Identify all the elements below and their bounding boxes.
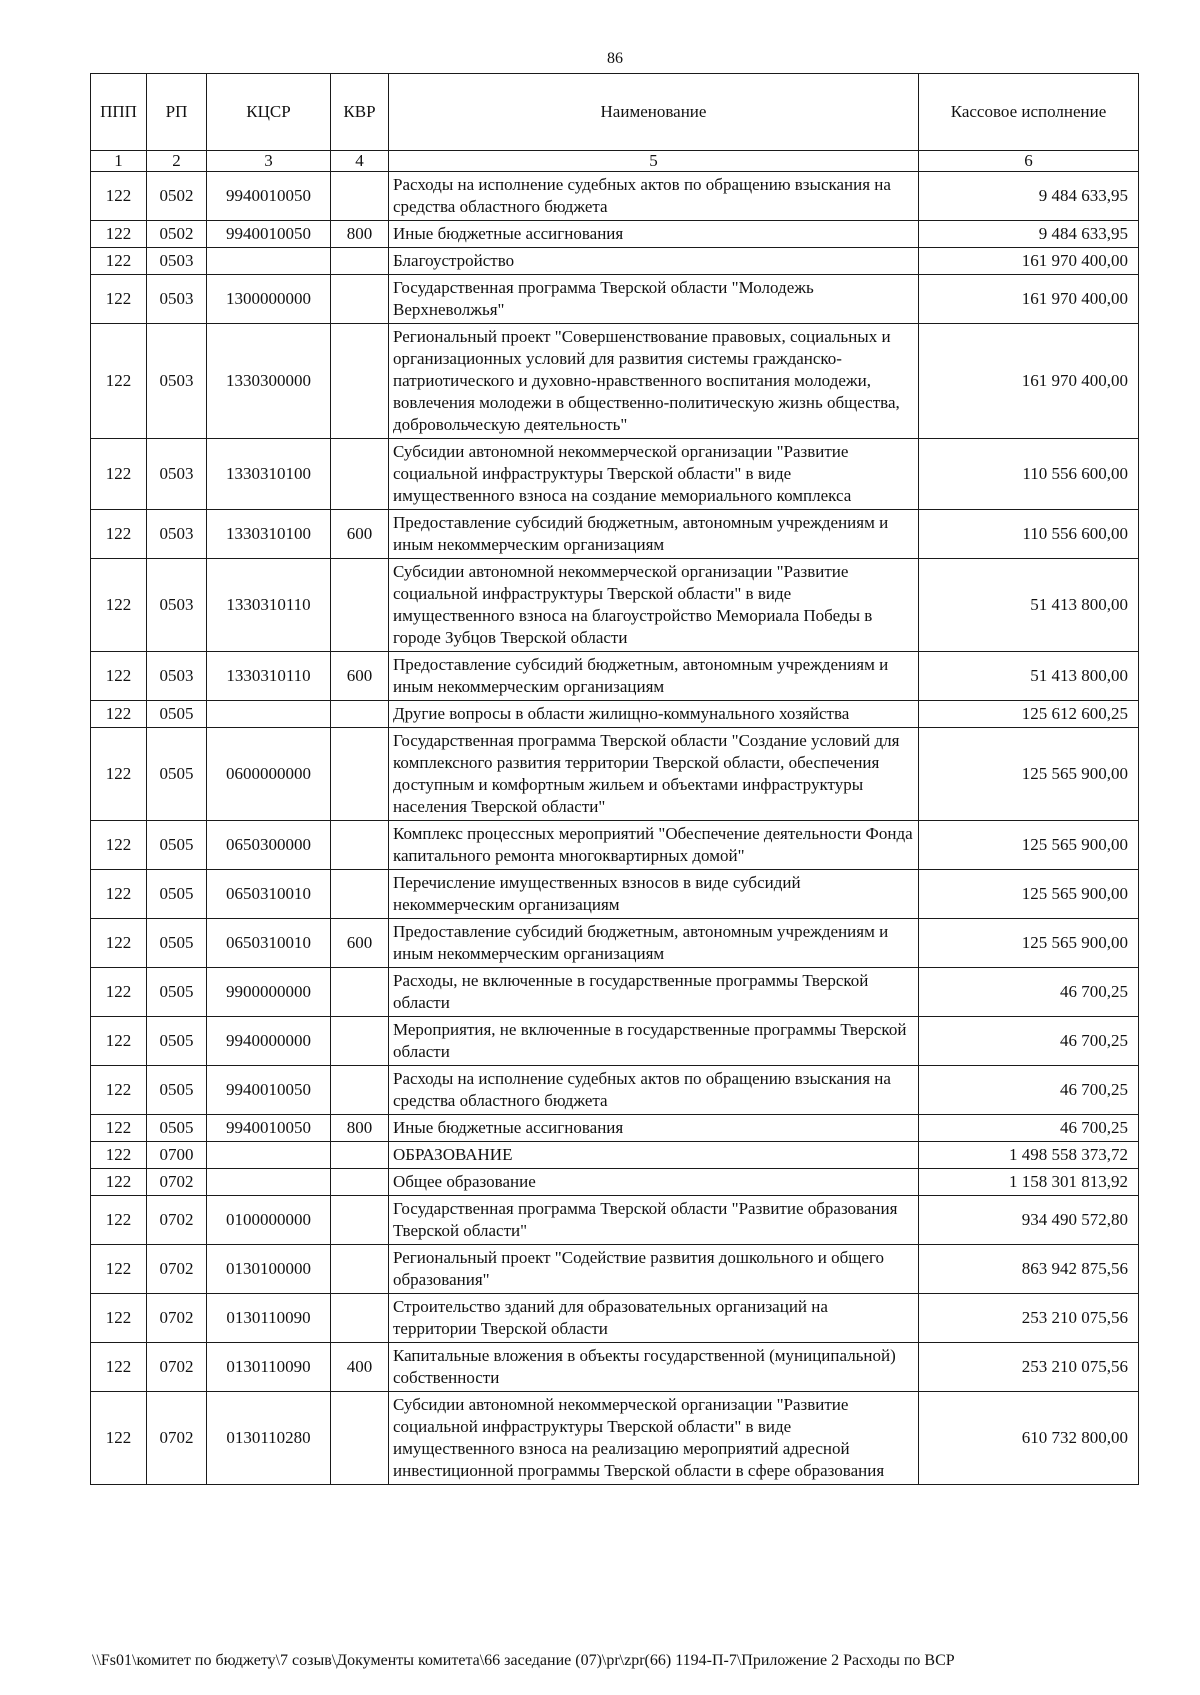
cell-kcsr: 1330310100 (207, 439, 331, 510)
cell-rp: 0702 (147, 1169, 207, 1196)
cell-name: Субсидии автономной некоммерческой организации "Развитие социальной инфраструктуры Тверской области" в виде имущественного взноса на создание мемориального комплекса (389, 439, 919, 510)
table-row (91, 248, 1139, 275)
cell-kvr (331, 275, 389, 324)
cell-amount: 161 970 400,00 (919, 275, 1139, 324)
cell-name: Расходы на исполнение судебных актов по обращению взыскания на средства областного бюджета (389, 172, 919, 221)
cell-rp: 0503 (147, 510, 207, 559)
cell-ppp: 122 (91, 1169, 147, 1196)
table-row (91, 439, 1139, 510)
cell-ppp: 122 (91, 1196, 147, 1245)
table-row (91, 510, 1139, 559)
cell-name: Общее образование (389, 1169, 919, 1196)
cell-kcsr: 9940010050 (207, 1115, 331, 1142)
cell-kvr (331, 821, 389, 870)
table-row (91, 1142, 1139, 1169)
cell-amount: 125 565 900,00 (919, 870, 1139, 919)
cell-kcsr: 0130110280 (207, 1392, 331, 1485)
cell-amount: 125 565 900,00 (919, 919, 1139, 968)
header-kcsr: КЦСР (207, 74, 331, 151)
cell-rp: 0505 (147, 870, 207, 919)
cell-name: Перечисление имущественных взносов в виде субсидий некоммерческим организациям (389, 870, 919, 919)
cell-ppp: 122 (91, 1294, 147, 1343)
cell-amount: 9 484 633,95 (919, 172, 1139, 221)
cell-rp: 0503 (147, 275, 207, 324)
cell-name: Капитальные вложения в объекты государственной (муниципальной) собственности (389, 1343, 919, 1392)
cell-kvr: 800 (331, 1115, 389, 1142)
cell-ppp: 122 (91, 1343, 147, 1392)
cell-name: Государственная программа Тверской области "Создание условий для комплексного развития территории Тверской области, обеспечения доступным и комфортным жильем и объектами инфраструктуры населения Тверской области" (389, 728, 919, 821)
cell-amount: 51 413 800,00 (919, 559, 1139, 652)
cell-kcsr: 9940010050 (207, 1066, 331, 1115)
cell-name: Предоставление субсидий бюджетным, автономным учреждениям и иным некоммерческим организациям (389, 919, 919, 968)
table-row (91, 1017, 1139, 1066)
table-row (91, 221, 1139, 248)
cell-amount: 253 210 075,56 (919, 1294, 1139, 1343)
cell-kvr: 400 (331, 1343, 389, 1392)
cell-amount: 1 498 558 373,72 (919, 1142, 1139, 1169)
cell-amount: 863 942 875,56 (919, 1245, 1139, 1294)
table-row (91, 919, 1139, 968)
cell-ppp: 122 (91, 968, 147, 1017)
cell-kcsr: 1330310100 (207, 510, 331, 559)
cell-ppp: 122 (91, 172, 147, 221)
cell-ppp: 122 (91, 701, 147, 728)
page-number: 86 (607, 50, 623, 67)
cell-ppp: 122 (91, 870, 147, 919)
cell-rp: 0505 (147, 821, 207, 870)
cell-name: Предоставление субсидий бюджетным, автономным учреждениям и иным некоммерческим организациям (389, 652, 919, 701)
cell-name: Комплекс процессных мероприятий "Обеспечение деятельности Фонда капитального ремонта многоквартирных домой" (389, 821, 919, 870)
table-row (91, 324, 1139, 439)
cell-kcsr: 1330310110 (207, 652, 331, 701)
cell-kcsr: 0650310010 (207, 919, 331, 968)
cell-kvr (331, 1017, 389, 1066)
table-row (91, 728, 1139, 821)
cell-name: Предоставление субсидий бюджетным, автономным учреждениям и иным некоммерческим организациям (389, 510, 919, 559)
table-row (91, 1392, 1139, 1485)
cell-ppp: 122 (91, 248, 147, 275)
cell-ppp: 122 (91, 1392, 147, 1485)
cell-kvr (331, 1294, 389, 1343)
cell-rp: 0702 (147, 1245, 207, 1294)
table-row (91, 701, 1139, 728)
cell-kvr (331, 701, 389, 728)
cell-amount: 46 700,25 (919, 1017, 1139, 1066)
cell-ppp: 122 (91, 510, 147, 559)
cell-amount: 125 565 900,00 (919, 728, 1139, 821)
cell-kcsr: 9940010050 (207, 221, 331, 248)
cell-name: Региональный проект "Совершенствование правовых, социальных и организационных условий для развития системы гражданско-патриотического и духовно-нравственного воспитания молодежи, вовлечения молодежи в общественно-политическую жизнь общества, добровольческую деятельность" (389, 324, 919, 439)
cell-name: Благоустройство (389, 248, 919, 275)
cell-kvr (331, 324, 389, 439)
cell-name: Строительство зданий для образовательных организаций на территории Тверской области (389, 1294, 919, 1343)
cell-kcsr: 9940000000 (207, 1017, 331, 1066)
cell-amount: 934 490 572,80 (919, 1196, 1139, 1245)
header-kvr: КВР (331, 74, 389, 151)
cell-rp: 0505 (147, 968, 207, 1017)
cell-amount: 125 565 900,00 (919, 821, 1139, 870)
cell-amount: 610 732 800,00 (919, 1392, 1139, 1485)
cell-rp: 0502 (147, 172, 207, 221)
cell-kcsr (207, 248, 331, 275)
column-number: 4 (331, 151, 389, 172)
cell-kcsr (207, 1169, 331, 1196)
cell-kcsr: 0650310010 (207, 870, 331, 919)
cell-name: Расходы, не включенные в государственные программы Тверской области (389, 968, 919, 1017)
cell-kvr (331, 1142, 389, 1169)
cell-name: Государственная программа Тверской области "Молодежь Верхневолжья" (389, 275, 919, 324)
cell-rp: 0702 (147, 1392, 207, 1485)
table-row (91, 821, 1139, 870)
cell-ppp: 122 (91, 728, 147, 821)
cell-kcsr: 9900000000 (207, 968, 331, 1017)
cell-rp: 0505 (147, 728, 207, 821)
cell-kvr (331, 968, 389, 1017)
cell-ppp: 122 (91, 652, 147, 701)
cell-kvr (331, 559, 389, 652)
column-number-row (91, 151, 1139, 172)
table-row (91, 652, 1139, 701)
cell-amount: 46 700,25 (919, 1115, 1139, 1142)
cell-rp: 0505 (147, 1017, 207, 1066)
cell-rp: 0702 (147, 1343, 207, 1392)
cell-rp: 0505 (147, 919, 207, 968)
cell-rp: 0503 (147, 324, 207, 439)
cell-name: Расходы на исполнение судебных актов по обращению взыскания на средства областного бюджета (389, 1066, 919, 1115)
cell-kvr (331, 1169, 389, 1196)
cell-kcsr: 0600000000 (207, 728, 331, 821)
table-row (91, 968, 1139, 1017)
cell-name: ОБРАЗОВАНИЕ (389, 1142, 919, 1169)
cell-kvr (331, 172, 389, 221)
column-number: 6 (919, 151, 1139, 172)
cell-amount: 125 612 600,25 (919, 701, 1139, 728)
cell-ppp: 122 (91, 1142, 147, 1169)
cell-kcsr (207, 1142, 331, 1169)
cell-amount: 46 700,25 (919, 968, 1139, 1017)
cell-name: Региональный проект "Содействие развития дошкольного и общего образования" (389, 1245, 919, 1294)
cell-ppp: 122 (91, 1245, 147, 1294)
cell-ppp: 122 (91, 1066, 147, 1115)
cell-rp: 0700 (147, 1142, 207, 1169)
cell-amount: 46 700,25 (919, 1066, 1139, 1115)
cell-rp: 0503 (147, 652, 207, 701)
footer-file-path: \\Fs01\комитет по бюджету\7 созыв\Документы комитета\66 заседание (07)\pr\zpr(66) 1194-П-7\Приложение 2 Расходы по ВСР (92, 1652, 955, 1669)
table-row (91, 1245, 1139, 1294)
cell-rp: 0503 (147, 439, 207, 510)
cell-kvr (331, 1245, 389, 1294)
header-row (91, 74, 1139, 151)
cell-kvr: 600 (331, 652, 389, 701)
cell-kvr (331, 728, 389, 821)
cell-name: Иные бюджетные ассигнования (389, 221, 919, 248)
cell-rp: 0503 (147, 248, 207, 275)
cell-rp: 0702 (147, 1294, 207, 1343)
cell-ppp: 122 (91, 559, 147, 652)
cell-kcsr: 1330300000 (207, 324, 331, 439)
cell-amount: 51 413 800,00 (919, 652, 1139, 701)
table-row (91, 1066, 1139, 1115)
cell-amount: 110 556 600,00 (919, 439, 1139, 510)
cell-kcsr: 0130100000 (207, 1245, 331, 1294)
header-name: Наименование (389, 74, 919, 151)
cell-name: Мероприятия, не включенные в государственные программы Тверской области (389, 1017, 919, 1066)
cell-ppp: 122 (91, 919, 147, 968)
table-body (91, 172, 1139, 1485)
cell-name: Субсидии автономной некоммерческой организации "Развитие социальной инфраструктуры Тверской области" в виде имущественного взноса на реализацию мероприятий адресной инвестиционной программы Тверской области в сфере образования (389, 1392, 919, 1485)
table-row (91, 1196, 1139, 1245)
cell-rp: 0503 (147, 559, 207, 652)
cell-kvr: 800 (331, 221, 389, 248)
cell-ppp: 122 (91, 821, 147, 870)
cell-kcsr: 0650300000 (207, 821, 331, 870)
cell-kvr (331, 1196, 389, 1245)
table-row (91, 1115, 1139, 1142)
cell-kvr (331, 1066, 389, 1115)
cell-kcsr: 1330310110 (207, 559, 331, 652)
cell-ppp: 122 (91, 1017, 147, 1066)
table-row (91, 559, 1139, 652)
cell-kvr (331, 870, 389, 919)
header-ppp: ППП (91, 74, 147, 151)
cell-amount: 110 556 600,00 (919, 510, 1139, 559)
cell-rp: 0505 (147, 701, 207, 728)
column-number: 2 (147, 151, 207, 172)
cell-kvr: 600 (331, 510, 389, 559)
cell-amount: 161 970 400,00 (919, 324, 1139, 439)
header-amount: Кассовое исполнение (919, 74, 1139, 151)
table-row (91, 870, 1139, 919)
cell-kvr (331, 248, 389, 275)
column-number: 5 (389, 151, 919, 172)
cell-rp: 0702 (147, 1196, 207, 1245)
cell-ppp: 122 (91, 324, 147, 439)
cell-name: Государственная программа Тверской области "Развитие образования Тверской области" (389, 1196, 919, 1245)
table-row (91, 275, 1139, 324)
table-row (91, 172, 1139, 221)
cell-kvr: 600 (331, 919, 389, 968)
cell-kcsr: 0130110090 (207, 1343, 331, 1392)
cell-amount: 161 970 400,00 (919, 248, 1139, 275)
cell-kcsr (207, 701, 331, 728)
cell-name: Другие вопросы в области жилищно-коммунального хозяйства (389, 701, 919, 728)
cell-ppp: 122 (91, 221, 147, 248)
cell-amount: 253 210 075,56 (919, 1343, 1139, 1392)
cell-kcsr: 0100000000 (207, 1196, 331, 1245)
budget-table (90, 73, 1139, 1485)
cell-amount: 9 484 633,95 (919, 221, 1139, 248)
cell-name: Иные бюджетные ассигнования (389, 1115, 919, 1142)
cell-ppp: 122 (91, 1115, 147, 1142)
cell-kcsr: 0130110090 (207, 1294, 331, 1343)
cell-ppp: 122 (91, 439, 147, 510)
cell-kcsr: 9940010050 (207, 172, 331, 221)
cell-kcsr: 1300000000 (207, 275, 331, 324)
cell-name: Субсидии автономной некоммерческой организации "Развитие социальной инфраструктуры Тверской области" в виде имущественного взноса на благоустройство Мемориала Победы в городе Зубцов Тверской области (389, 559, 919, 652)
column-number: 3 (207, 151, 331, 172)
table-row (91, 1343, 1139, 1392)
table-row (91, 1294, 1139, 1343)
cell-rp: 0502 (147, 221, 207, 248)
table-row (91, 1169, 1139, 1196)
cell-rp: 0505 (147, 1115, 207, 1142)
cell-kvr (331, 439, 389, 510)
header-rp: РП (147, 74, 207, 151)
cell-amount: 1 158 301 813,92 (919, 1169, 1139, 1196)
column-number: 1 (91, 151, 147, 172)
cell-ppp: 122 (91, 275, 147, 324)
cell-rp: 0505 (147, 1066, 207, 1115)
cell-kvr (331, 1392, 389, 1485)
